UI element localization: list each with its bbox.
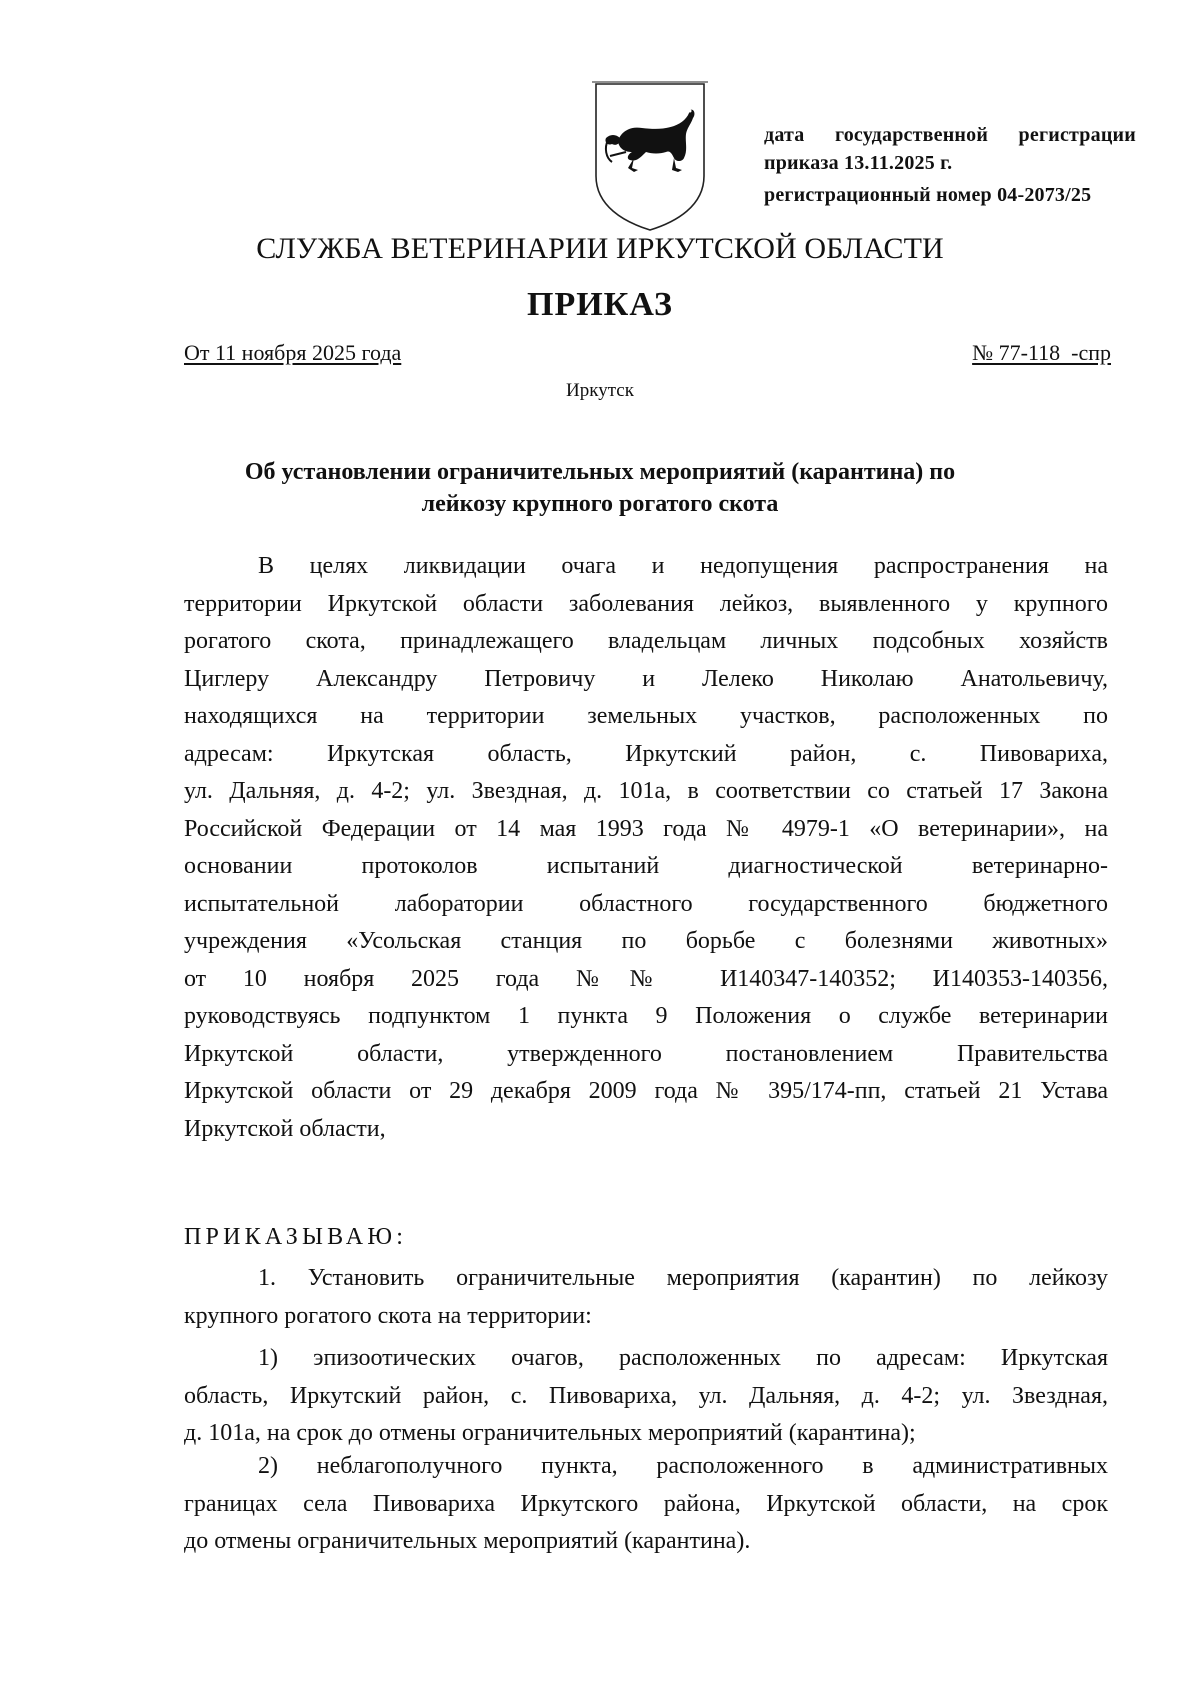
order-item-1-subitem-1 (184, 1340, 1108, 1453)
order-heading: ПРИКАЗЫВАЮ: (184, 1224, 408, 1250)
item-line: 2) неблагополучного пункта, расположенного в административных (258, 1453, 1108, 1479)
preamble-line: находящихся на территории земельных участков, расположенных по (184, 703, 1108, 729)
preamble-line: Циглеру Александру Петровичу и Лелеко Николаю Анатольевичу, (184, 665, 1108, 692)
document-city: Иркутск (566, 380, 634, 401)
registration-date-value: приказа 13.11.2025 г. (764, 152, 953, 174)
preamble-line: испытательной лаборатории областного государственного бюджетного (184, 890, 1108, 917)
preamble-line: Российской Федерации от 14 мая 1993 года № 4979-1 «О ветеринарии», на (184, 815, 1108, 842)
preamble-line: ул. Дальняя, д. 4-2; ул. Звездная, д. 101а, в соответствии со статьей 17 Закона (184, 778, 1108, 804)
item-line: д. 101а, на срок до отмены ограничительных мероприятий (карантина); (184, 1420, 916, 1446)
preamble-line: Иркутской области от 29 декабря 2009 года № 395/174-пп, статьей 21 Устава (184, 1078, 1108, 1104)
preamble-line: В целях ликвидации очага и недопущения распространения на (258, 553, 1108, 579)
preamble-line: рогатого скота, принадлежащего владельцам личных подсобных хозяйств (184, 628, 1108, 654)
preamble-line: руководствуясь подпунктом 1 пункта 9 Положения о службе ветеринарии (184, 1003, 1108, 1029)
preamble-paragraph (184, 548, 1108, 1148)
coat-of-arms-emblem (590, 80, 710, 232)
order-item-1 (184, 1260, 1108, 1335)
preamble-line: Иркутской области, (184, 1115, 386, 1142)
preamble-line: Иркутской области, утвержденного постановлением Правительства (184, 1040, 1108, 1067)
preamble-line: территории Иркутской области заболевания лейкоз, выявленного у крупного (184, 590, 1108, 617)
document-date: От 11 ноября 2025 года (184, 340, 402, 365)
order-item-1-subitem-2 (184, 1448, 1108, 1561)
item-line: до отмены ограничительных мероприятий (карантина). (184, 1528, 751, 1554)
preamble-line: учреждения «Усольская станция по борьбе с болезнями животных» (184, 928, 1108, 954)
item-line: 1) эпизоотических очагов, расположенных по адресам: Иркутская (258, 1345, 1108, 1371)
document-subject (180, 456, 1020, 520)
document-number: № 77-118 -спр (972, 340, 1111, 365)
item-line: границах села Пивовариха Иркутского района, Иркутской области, на срок (184, 1490, 1108, 1517)
subject-line: лейкозу крупного рогатого скота (421, 491, 779, 517)
registration-number: регистрационный номер 04-2073/25 (764, 184, 1092, 206)
item-line: 1. Установить ограничительные мероприятия (карантин) по лейкозу (258, 1265, 1108, 1291)
registration-date-label: дата государственной регистрации (764, 124, 1136, 146)
document-type-title: ПРИКАЗ (527, 286, 673, 323)
organization-name: СЛУЖБА ВЕТЕРИНАРИИ ИРКУТСКОЙ ОБЛАСТИ (256, 232, 944, 265)
item-line: область, Иркутский район, с. Пивовариха, ул. Дальняя, д. 4-2; ул. Звездная, (184, 1382, 1108, 1409)
preamble-line: адресам: Иркутская область, Иркутский район, с. Пивовариха, (184, 740, 1108, 767)
subject-line: Об установлении ограничительных мероприятий (карантина) по (244, 459, 956, 485)
preamble-line: основании протоколов испытаний диагностической ветеринарно- (184, 853, 1108, 879)
preamble-line: от 10 ноября 2025 года №№ И140347-140352; И140353-140356, (184, 965, 1108, 992)
item-line: крупного рогатого скота на территории: (184, 1302, 592, 1329)
